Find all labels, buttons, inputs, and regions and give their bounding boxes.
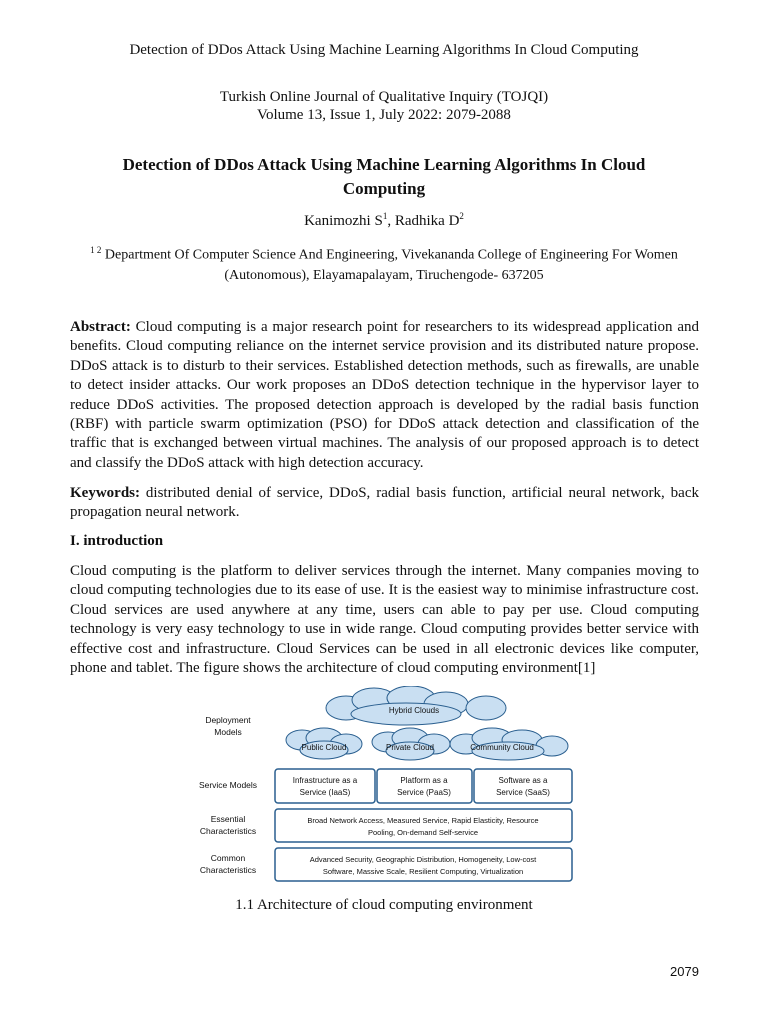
essential-characteristics-label-2: Characteristics — [199, 826, 257, 836]
section-heading-introduction: I. introduction — [70, 533, 164, 549]
hybrid-cloud-label: Hybrid Clouds — [388, 706, 440, 715]
community-cloud-label: Community Cloud — [470, 743, 534, 752]
author-separator: , — [387, 213, 395, 229]
essential-characteristics-line-1: Broad Network Access, Measured Service, Rapid Elasticity, Resource — [307, 816, 539, 825]
abstract-label: Abstract: — [70, 319, 131, 335]
saas-label-1: Software as a — [498, 776, 548, 785]
saas-box — [474, 769, 572, 803]
common-characteristics-label-2: Characteristics — [199, 865, 257, 875]
essential-characteristics-line-2: Pooling, On-demand Self-service — [367, 828, 479, 837]
cloud-architecture-figure — [196, 686, 576, 882]
author-2: Radhika D — [394, 213, 460, 229]
running-header: Detection of DDos Attack Using Machine Learning Algorithms In Cloud Computing — [129, 42, 639, 58]
iaas-label-1: Infrastructure as a — [292, 776, 358, 785]
author-1: Kanimozhi S — [304, 213, 383, 229]
saas-label-2: Service (SaaS) — [496, 788, 550, 797]
iaas-box — [275, 769, 375, 803]
introduction-text: Cloud computing is the platform to deliver services through the internet. Many companies moving to cloud computing technologies due to its ease of use. It is the easiest way to minimise infrastructure cost. Cloud services are used anywhere at any time, users can able to pay per use. Cloud computing technology is very easy technology to use in wide range. Cloud computing provides better service with effective cost and infrastructure. Cloud Services can be used in all electronic devices like computer, phone and tablet. The figure shows the architecture of cloud computing environment[1] — [70, 563, 699, 677]
affiliation-sup: 1 2 — [90, 245, 102, 255]
common-characteristics-box — [275, 848, 572, 881]
keywords — [70, 484, 699, 523]
keywords-label: Keywords: — [70, 485, 140, 501]
public-cloud-label: Public Cloud — [301, 743, 347, 752]
abstract-text: Cloud computing is a major research point for researchers to its widespread application and benefits. Cloud computing reliance on the internet service provision and its distributed nature propose. DDoS attack is to disturb to their services. Established detection methods, such as firewalls, are unable to detect insider attacks. Our work proposes an DDoS detection technique in the hypervisor layer to reduce DDoS activities. The proposed detection approach is developed by the radial basis function (RBF) with particle swarm optimization (PSO) for DDoS attack detection and classification of the traffic that is exchanged between virtual machines. The analysis of our proposed approach is to detect and classify the DDoS attack with high detection accuracy. — [70, 319, 699, 471]
affiliation-text: Department Of Computer Science And Engineering, Vivekananda College of Engineering For Women (Autonomous), Elayamapalayam, Tiruchengode- 637205 — [101, 247, 678, 283]
deployment-models-label-1: Deployment — [205, 715, 251, 725]
deployment-models-label-2: Models — [214, 727, 242, 737]
author-1-sup: 1 — [382, 211, 388, 221]
essential-characteristics-box — [275, 809, 572, 842]
journal-info — [0, 88, 768, 124]
private-cloud-label: Private Cloud — [385, 743, 435, 752]
paas-box — [377, 769, 472, 803]
abstract — [70, 318, 699, 473]
journal-name: Turkish Online Journal of Qualitative Inquiry (TOJQI) — [219, 89, 549, 105]
keywords-text: distributed denial of service, DDoS, radial basis function, artificial neural network, back propagation neural network. — [70, 485, 699, 521]
paper-title: Detection of DDos Attack Using Machine Learning Algorithms In Cloud Computing — [122, 155, 646, 198]
paas-label-1: Platform as a — [400, 776, 448, 785]
author-line — [0, 211, 768, 230]
affiliation — [70, 240, 698, 286]
page-number: 2079 — [670, 964, 699, 979]
essential-characteristics-label-1: Essential — [210, 814, 246, 824]
iaas-label-2: Service (IaaS) — [299, 788, 351, 797]
common-characteristics-line-2: Software, Massive Scale, Resilient Computing, Virtualization — [322, 867, 524, 876]
author-2-sup: 2 — [459, 211, 464, 221]
journal-volume: Volume 13, Issue 1, July 2022: 2079-2088 — [257, 107, 511, 123]
common-characteristics-label-1: Common — [210, 853, 246, 863]
paas-label-2: Service (PaaS) — [397, 788, 451, 797]
service-models-label: Service Models — [198, 780, 258, 790]
common-characteristics-line-1: Advanced Security, Geographic Distribution, Homogeneity, Low-cost — [309, 855, 537, 864]
figure-caption: 1.1 Architecture of cloud computing environment — [235, 897, 533, 913]
